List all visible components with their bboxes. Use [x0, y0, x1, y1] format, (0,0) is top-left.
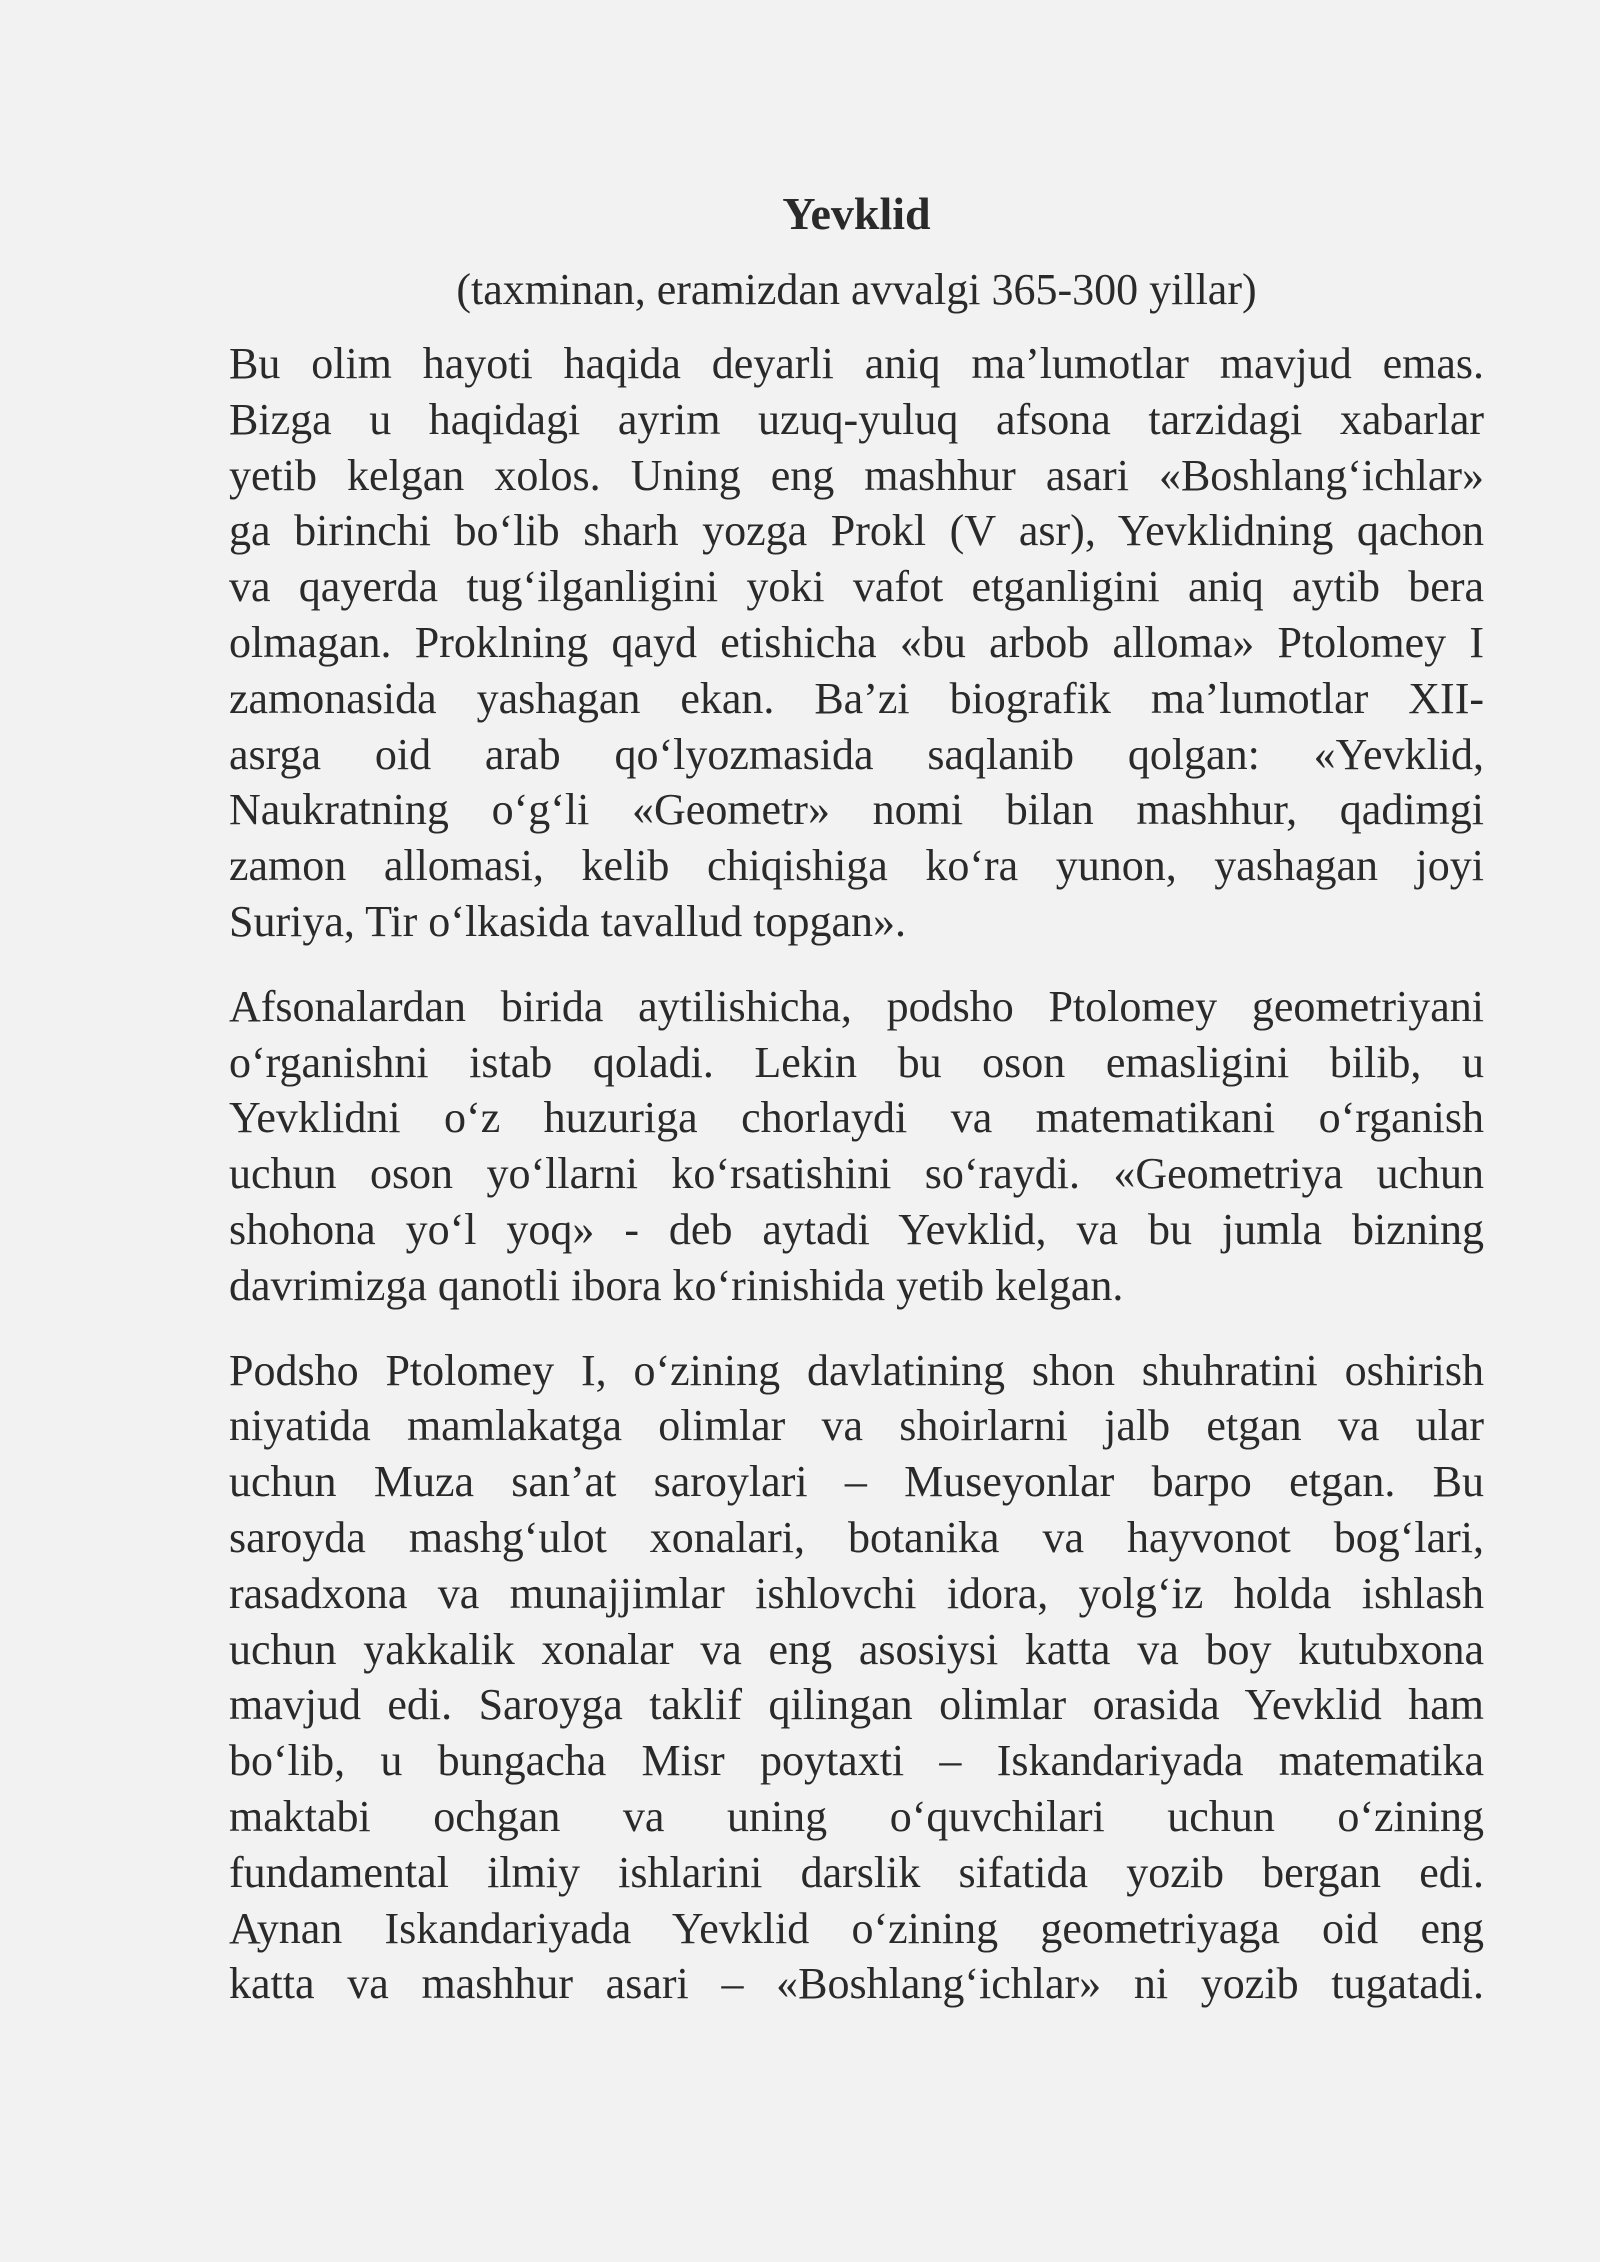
- paragraph-line: Suriya, Tir o‘lkasida tavallud topgan».: [229, 896, 907, 946]
- paragraph-line: Aynan Iskandariyada Yevklid o‘zining geometriyaga oid eng: [229, 1903, 1484, 1953]
- paragraph-line: uchun yakkalik xonalar va eng asosiysi katta va boy kutubxona: [229, 1624, 1484, 1674]
- paragraph-line: Afsonalardan birida aytilishicha, podsho Ptolomey geometriyani: [229, 981, 1484, 1031]
- paragraph-line: zamon allomasi, kelib chiqishiga ko‘ra yunon, yashagan joyi: [229, 841, 1484, 891]
- paragraph-line: olmagan. Proklning qayd etishicha «bu arbob alloma» Ptolomey I: [229, 617, 1484, 667]
- paragraph-line: maktabi ochgan va uning o‘quvchilari uchun o‘zining: [229, 1791, 1484, 1841]
- paragraph-line: yetib kelgan xolos. Uning eng mashhur asari «Boshlang‘ichlar»: [229, 450, 1484, 500]
- paragraph-line: va qayerda tug‘ilganligini yoki vafot etganligini aniq aytib bera: [229, 562, 1484, 612]
- paragraph-line: uchun Muza san’at saroylari – Museyonlar barpo etgan. Bu: [229, 1457, 1484, 1507]
- page-subtitle: (taxminan, eramizdan avvalgi 365-300 yillar): [456, 265, 1257, 314]
- paragraph-line: uchun oson yo‘llarni ko‘rsatishini so‘raydi. «Geometriya uchun: [229, 1149, 1484, 1199]
- paragraph-3: [229, 1343, 1484, 2013]
- paragraph-line: rasadxona va munajjimlar ishlovchi idora, yolg‘iz holda ishlash: [229, 1568, 1484, 1618]
- paragraph-line: o‘rganishni istab qoladi. Lekin bu oson emasligini bilib, u: [229, 1037, 1484, 1087]
- page-title: Yevklid: [782, 188, 931, 239]
- paragraph-line: Podsho Ptolomey I, o‘zining davlatining shon shuhratini oshirish: [229, 1345, 1484, 1395]
- paragraph-line: ga birinchi bo‘lib sharh yozga Prokl (V asr), Yevklidning qachon: [229, 506, 1484, 556]
- paragraph-line: fundamental ilmiy ishlarini darslik sifatida yozib bergan edi.: [229, 1847, 1484, 1897]
- paragraph-line: zamonasida yashagan ekan. Ba’zi biografik ma’lumotlar XII-: [229, 673, 1484, 723]
- paragraph-2: [229, 979, 1484, 1314]
- paragraph-line: shohona yo‘l yoq» - deb aytadi Yevklid, va bu jumla bizning: [229, 1204, 1484, 1254]
- paragraph-line: bo‘lib, u bungacha Misr poytaxti – Iskandariyada matematika: [229, 1736, 1484, 1786]
- text-block: [229, 182, 1484, 2041]
- paragraph-1: [229, 336, 1484, 950]
- paragraph-line: katta va mashhur asari – «Boshlang‘ichlar» ni yozib tugatadi.: [229, 1959, 1484, 2009]
- paragraph-line: mavjud edi. Saroyga taklif qilingan olimlar orasida Yevklid ham: [229, 1680, 1484, 1730]
- paragraph-line: saroyda mashg‘ulot xonalari, botanika va hayvonot bog‘lari,: [229, 1512, 1484, 1562]
- paragraph-line: asrga oid arab qo‘lyozmasida saqlanib qolgan: «Yevklid,: [229, 729, 1484, 779]
- paragraph-line: davrimizga qanotli ibora ko‘rinishida yetib kelgan.: [229, 1260, 1124, 1310]
- paragraph-line: Bizga u haqidagi ayrim uzuq-yuluq afsona tarzidagi xabarlar: [229, 394, 1484, 444]
- paragraph-line: Yevklidni o‘z huzuriga chorlaydi va matematikani o‘rganish: [229, 1093, 1484, 1143]
- paragraph-line: Naukratning o‘g‘li «Geometr» nomi bilan mashhur, qadimgi: [229, 785, 1484, 835]
- paragraph-line: niyatida mamlakatga olimlar va shoirlarni jalb etgan va ular: [229, 1401, 1484, 1451]
- paragraph-line: Bu olim hayoti haqida deyarli aniq ma’lumotlar mavjud emas.: [229, 339, 1484, 388]
